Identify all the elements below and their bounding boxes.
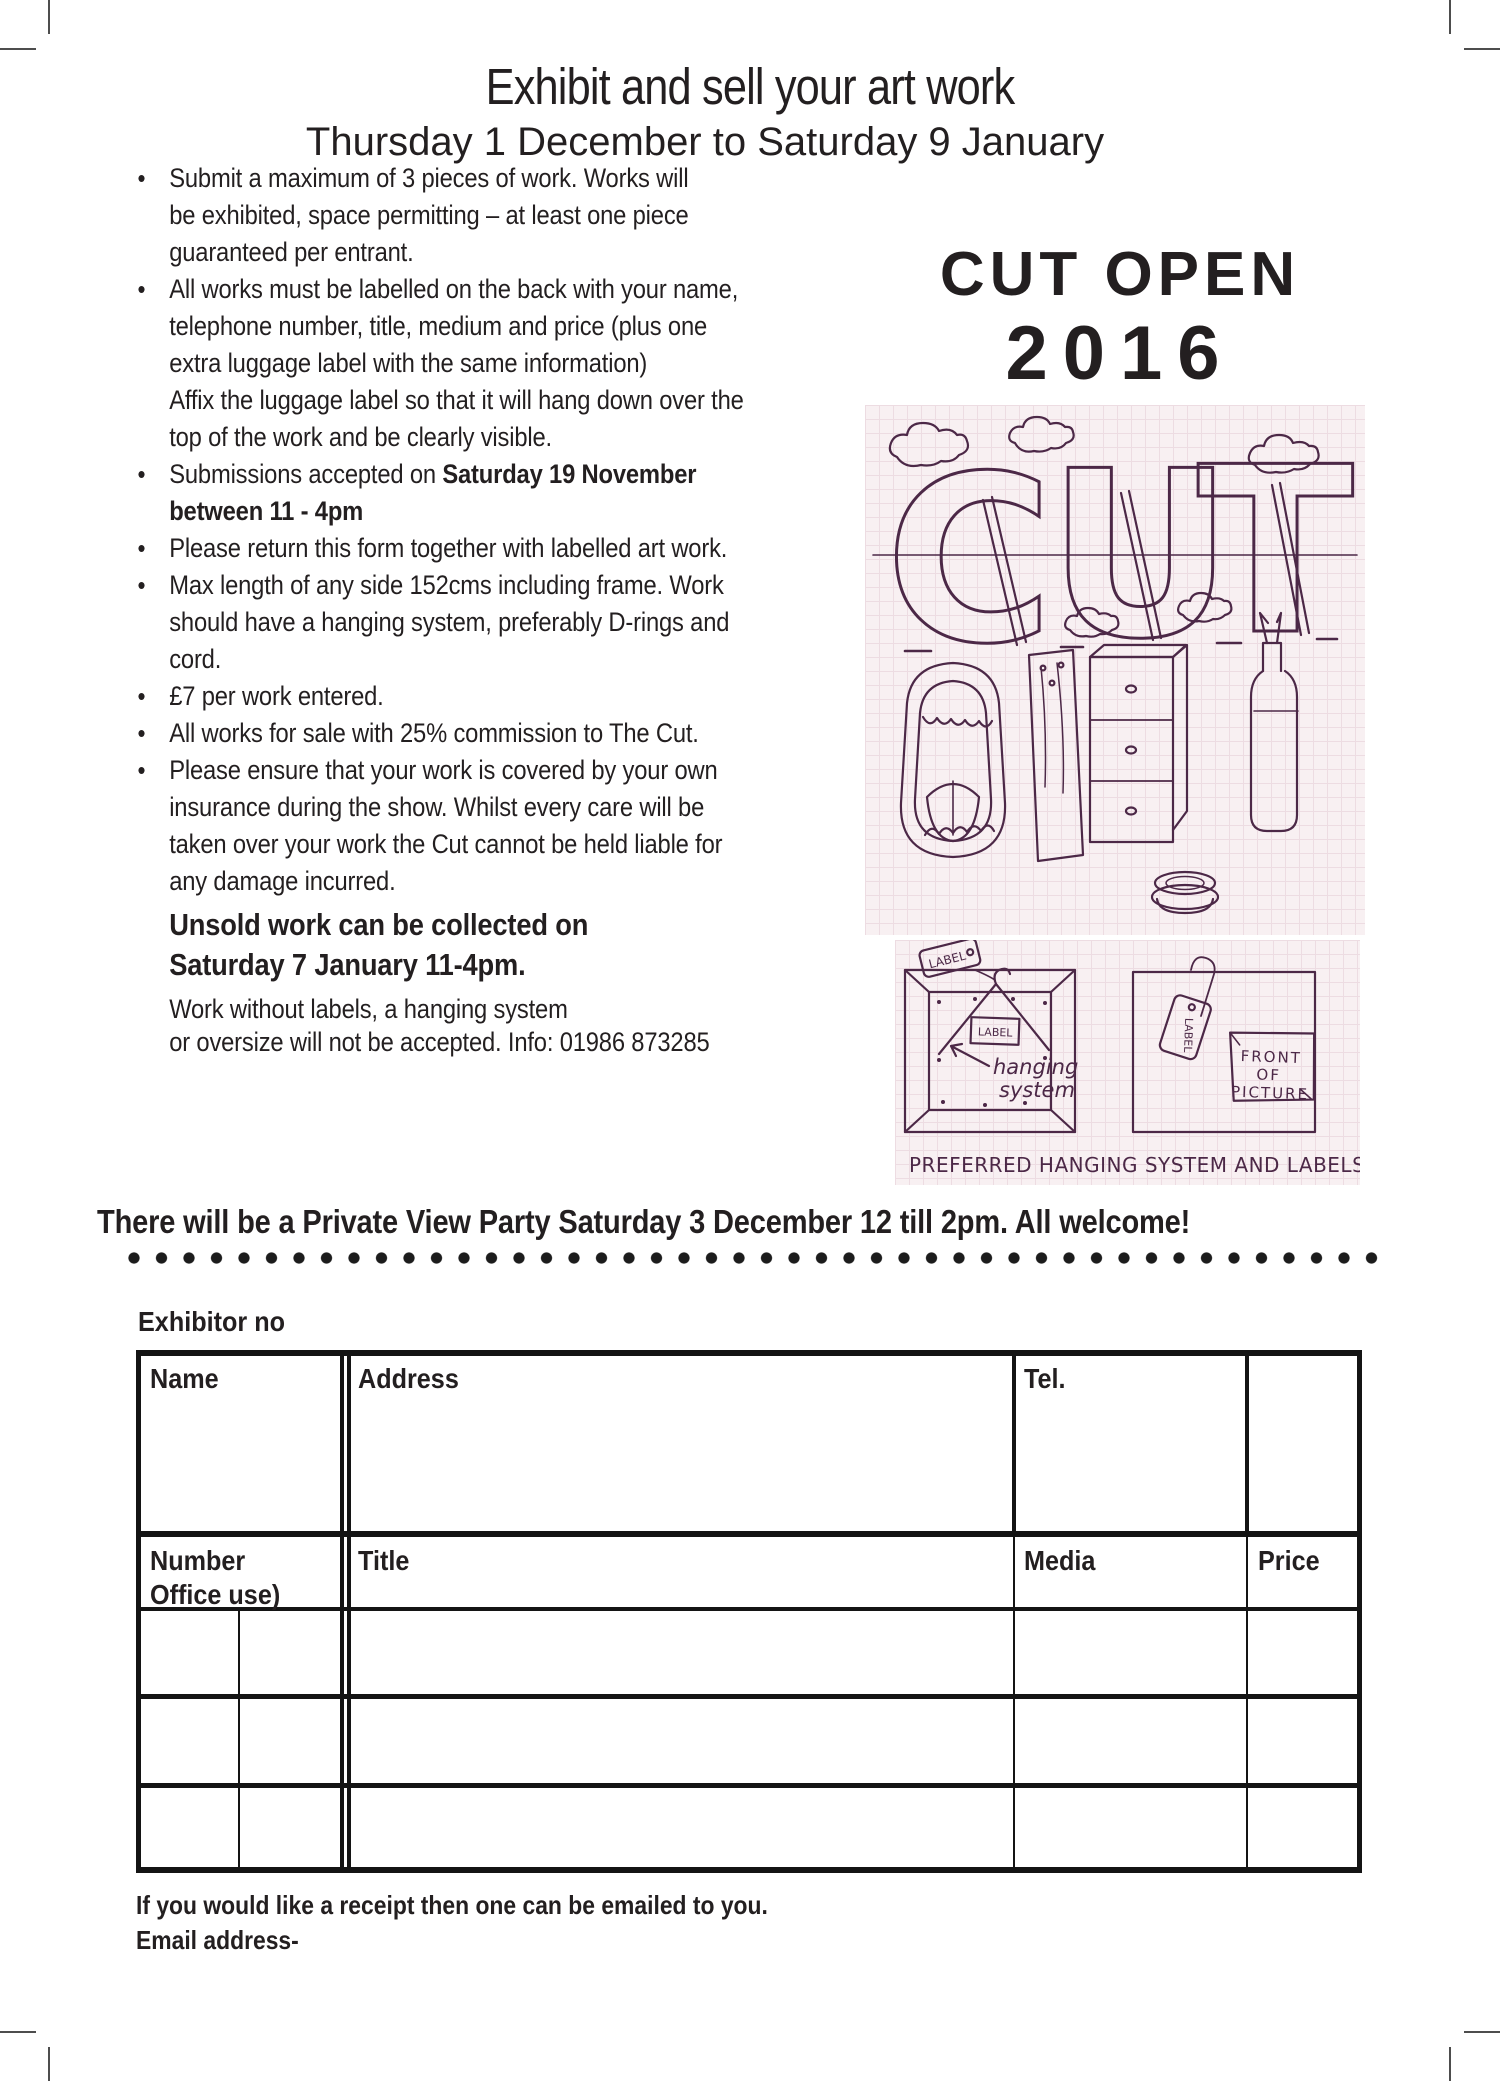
submission-time-bold: between 11 - 4pm: [169, 496, 364, 526]
entrant-address-cell[interactable]: [353, 1358, 1008, 1528]
sketch-letter-t: T: [1197, 419, 1354, 686]
email-input-area[interactable]: [340, 1922, 1040, 1962]
front-tag: [1158, 994, 1212, 1061]
cut-outline-letters: [885, 419, 1354, 695]
work2-title-cell[interactable]: [353, 1702, 1008, 1780]
rule-labelling: [134, 271, 820, 456]
luggage-tag: [919, 940, 982, 978]
work1-price-cell[interactable]: [1250, 1613, 1353, 1691]
rule-line: • Max length of any side 152cms including frame. Work: [169, 570, 724, 600]
cut-open-sketch: [865, 405, 1365, 935]
hanging-note-line: hanging: [993, 1055, 1079, 1079]
entrant-tel-cell[interactable]: [1018, 1358, 1241, 1528]
work1-number-cell-b[interactable]: [242, 1613, 338, 1691]
work3-title-cell[interactable]: [353, 1791, 1008, 1864]
show-name: CUT OPEN: [939, 240, 1301, 309]
rule-line: • Please return this form together with labelled art work.: [169, 533, 728, 563]
front-note-line: OF: [1256, 1065, 1282, 1085]
show-headline: [880, 240, 1360, 394]
work3-price-cell[interactable]: [1250, 1791, 1353, 1864]
front-note: [1228, 1031, 1316, 1104]
rule-line: • £7 per work entered.: [169, 681, 384, 711]
jar-lid: [1152, 872, 1218, 913]
crop-mark: [1464, 48, 1500, 50]
show-year: 2016: [1005, 311, 1235, 396]
rule-line: any damage incurred.: [169, 866, 396, 896]
frame-back-view: [905, 940, 1078, 1132]
rule-line: should have a hanging system, preferably D-rings and: [169, 607, 730, 637]
rules-list: [134, 160, 820, 1059]
address-header: Address: [358, 1363, 459, 1394]
rule-submit-max: [134, 160, 820, 271]
entrant-name-cell[interactable]: [142, 1358, 338, 1528]
rule-commission: [134, 715, 820, 752]
front-note-line: FRONT: [1240, 1046, 1303, 1068]
crop-mark: [0, 2031, 36, 2033]
hanging-note-line: system: [999, 1078, 1075, 1102]
rule-line: [169, 456, 820, 493]
frame-front-view: [1133, 957, 1316, 1132]
rule-line: • All works for sale with 25% commission to The Cut.: [169, 718, 699, 748]
crop-mark: [1449, 2047, 1451, 2081]
work3-number-cell-b[interactable]: [242, 1791, 338, 1864]
rule-text: Submissions accepted on: [169, 459, 443, 489]
rule-line: • Submit a maximum of 3 pieces of work. Works will: [169, 163, 689, 193]
page-title: Exhibit and sell your art work: [485, 58, 1015, 115]
rule-line: insurance during the show. Whilst every care will be: [169, 792, 705, 822]
work1-number-cell-a[interactable]: [140, 1613, 236, 1691]
rule-insurance: [134, 752, 820, 900]
warning-line: or oversize will not be accepted. Info: 01986 873285: [169, 1027, 710, 1057]
sketch-caption: PREFERRED HANGING SYSTEM AND LABELS: [909, 1153, 1360, 1177]
submission-date-bold: Saturday 19 November: [442, 459, 697, 489]
collection-line: Saturday 7 January 11-4pm.: [169, 947, 526, 982]
rule-line: • All works must be labelled on the back with your name,: [169, 274, 739, 304]
rule-line: top of the work and be clearly visible.: [169, 422, 552, 452]
work1-media-cell[interactable]: [1017, 1613, 1242, 1691]
note-arrow: [951, 1044, 989, 1066]
cut-open-sketch-svg: [865, 405, 1365, 935]
number-header-line1: Number: [150, 1545, 246, 1576]
tel-header: Tel.: [1024, 1363, 1066, 1394]
rule-submission-date: [134, 456, 820, 530]
rule-line: be exhibited, space permitting – at least one piece: [169, 200, 689, 230]
crop-mark: [0, 48, 36, 50]
dotted-cut-line: [128, 1252, 1390, 1265]
exhibitor-no-input-area[interactable]: [320, 1300, 620, 1344]
number-header-line2: Office use): [150, 1579, 281, 1610]
rule-line: taken over your work the Cut cannot be held liable for: [169, 829, 723, 859]
hanging-system-sketch-svg: [895, 940, 1360, 1185]
front-note-line: PICTURE: [1230, 1082, 1310, 1104]
crop-mark: [48, 2047, 50, 2081]
office-corner-cell[interactable]: [1251, 1358, 1353, 1528]
rule-max-length: [134, 567, 820, 678]
rule-return-form: [134, 530, 820, 567]
crop-mark: [48, 0, 50, 34]
work3-number-cell-a[interactable]: [140, 1791, 236, 1864]
receipt-note: If you would like a receipt then one can be emailed to you.: [136, 1890, 768, 1920]
rule-fee: [134, 678, 820, 715]
work2-number-cell-b[interactable]: [242, 1702, 338, 1780]
crop-mark: [1449, 0, 1451, 34]
back-label-text: LABEL: [977, 1025, 1013, 1040]
warning-line: Work without labels, a hanging system: [169, 994, 568, 1024]
media-header: Media: [1024, 1545, 1096, 1576]
rule-line: telephone number, title, medium and price (plus one: [169, 311, 708, 341]
rule-line: cord.: [169, 644, 222, 674]
tag-label-text: LABEL: [927, 948, 968, 972]
rule-line: extra luggage label with the same information): [169, 348, 648, 378]
hanging-system-sketch: [895, 940, 1360, 1185]
entry-form-table: [136, 1350, 1362, 1873]
header: [0, 58, 1500, 166]
rule-line: • Please ensure that your work is covered by your own: [169, 755, 718, 785]
sketch-letter-u: U: [1047, 423, 1234, 690]
exhibition-dates: Thursday 1 December to Saturday 9 January: [305, 120, 1105, 164]
collection-notice: [169, 905, 820, 985]
rule-line: guaranteed per entrant.: [169, 237, 414, 267]
back-label: [971, 1017, 1020, 1045]
email-label: Email address-: [136, 1925, 299, 1955]
name-header: Name: [150, 1363, 219, 1394]
work1-title-cell[interactable]: [353, 1613, 1008, 1691]
work3-media-cell[interactable]: [1017, 1791, 1242, 1864]
price-header: Price: [1258, 1545, 1320, 1576]
work2-price-cell[interactable]: [1250, 1702, 1353, 1780]
crop-mark: [1464, 2031, 1500, 2033]
rule-line: Affix the luggage label so that it will hang down over the: [169, 385, 744, 415]
front-tag-label-text: LABEL: [1181, 1017, 1196, 1053]
sketch-letter-c: C: [885, 428, 1054, 695]
rejection-warning: [169, 993, 820, 1059]
title-header: Title: [358, 1545, 410, 1576]
private-view-banner: There will be a Private View Party Saturday 3 December 12 till 2pm. All welcome!: [97, 1203, 1191, 1240]
collection-line: Unsold work can be collected on: [169, 907, 589, 942]
work2-number-cell-a[interactable]: [140, 1702, 236, 1780]
exhibitor-no-label: Exhibitor no: [138, 1306, 285, 1337]
work2-media-cell[interactable]: [1017, 1702, 1242, 1780]
